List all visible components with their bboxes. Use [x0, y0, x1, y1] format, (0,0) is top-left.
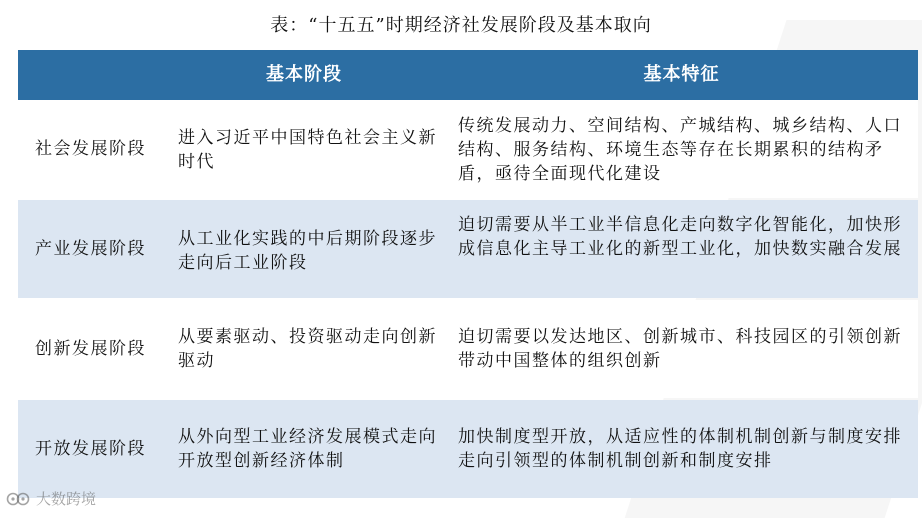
row-name: 社会发展阶段	[35, 139, 146, 159]
row-stage: 从要素驱动、投资驱动走向创新驱动	[178, 327, 437, 371]
brand-name: 大数跨境	[36, 490, 97, 508]
row-feature: 加快制度型开放，从适应性的体制机制创新与制度安排走向引领型的体制机制创新和制度安排	[458, 427, 902, 471]
table-row	[18, 100, 918, 198]
row-feature: 传统发展动力、空间结构、产城结构、城乡结构、人口结构、服务结构、环境生态等存在长期累积的结构矛盾，亟待全面现代化建设	[458, 116, 902, 184]
table-title: 表：“十五五”时期经济社发展阶段及基本取向	[270, 15, 652, 36]
row-name: 产业发展阶段	[35, 239, 146, 259]
row-feature: 迫切需要以发达地区、创新城市、科技园区的引领创新带动中国整体的组织创新	[458, 327, 902, 371]
row-feature: 迫切需要从半工业半信息化走向数字化智能化，加快形成信息化主导工业化的新型工业化，加快数实融合发展	[458, 215, 902, 259]
header-basic-stage: 基本阶段	[266, 64, 342, 85]
row-stage: 进入习近平中国特色社会主义新时代	[178, 128, 437, 172]
table-row	[18, 400, 918, 498]
row-stage: 从外向型工业经济发展模式走向开放型创新经济体制	[178, 427, 437, 471]
row-name: 创新发展阶段	[35, 339, 146, 359]
stages-table	[18, 50, 918, 500]
row-stage: 从工业化实践的中后期阶段逐步走向后工业阶段	[178, 229, 437, 273]
row-name: 开放发展阶段	[35, 439, 146, 459]
table-header-row	[18, 50, 918, 100]
table-row	[18, 300, 918, 398]
header-basic-feature: 基本特征	[643, 64, 720, 85]
source-watermark	[6, 488, 96, 509]
brand-logo-icon	[6, 491, 32, 507]
table-row	[18, 200, 918, 298]
